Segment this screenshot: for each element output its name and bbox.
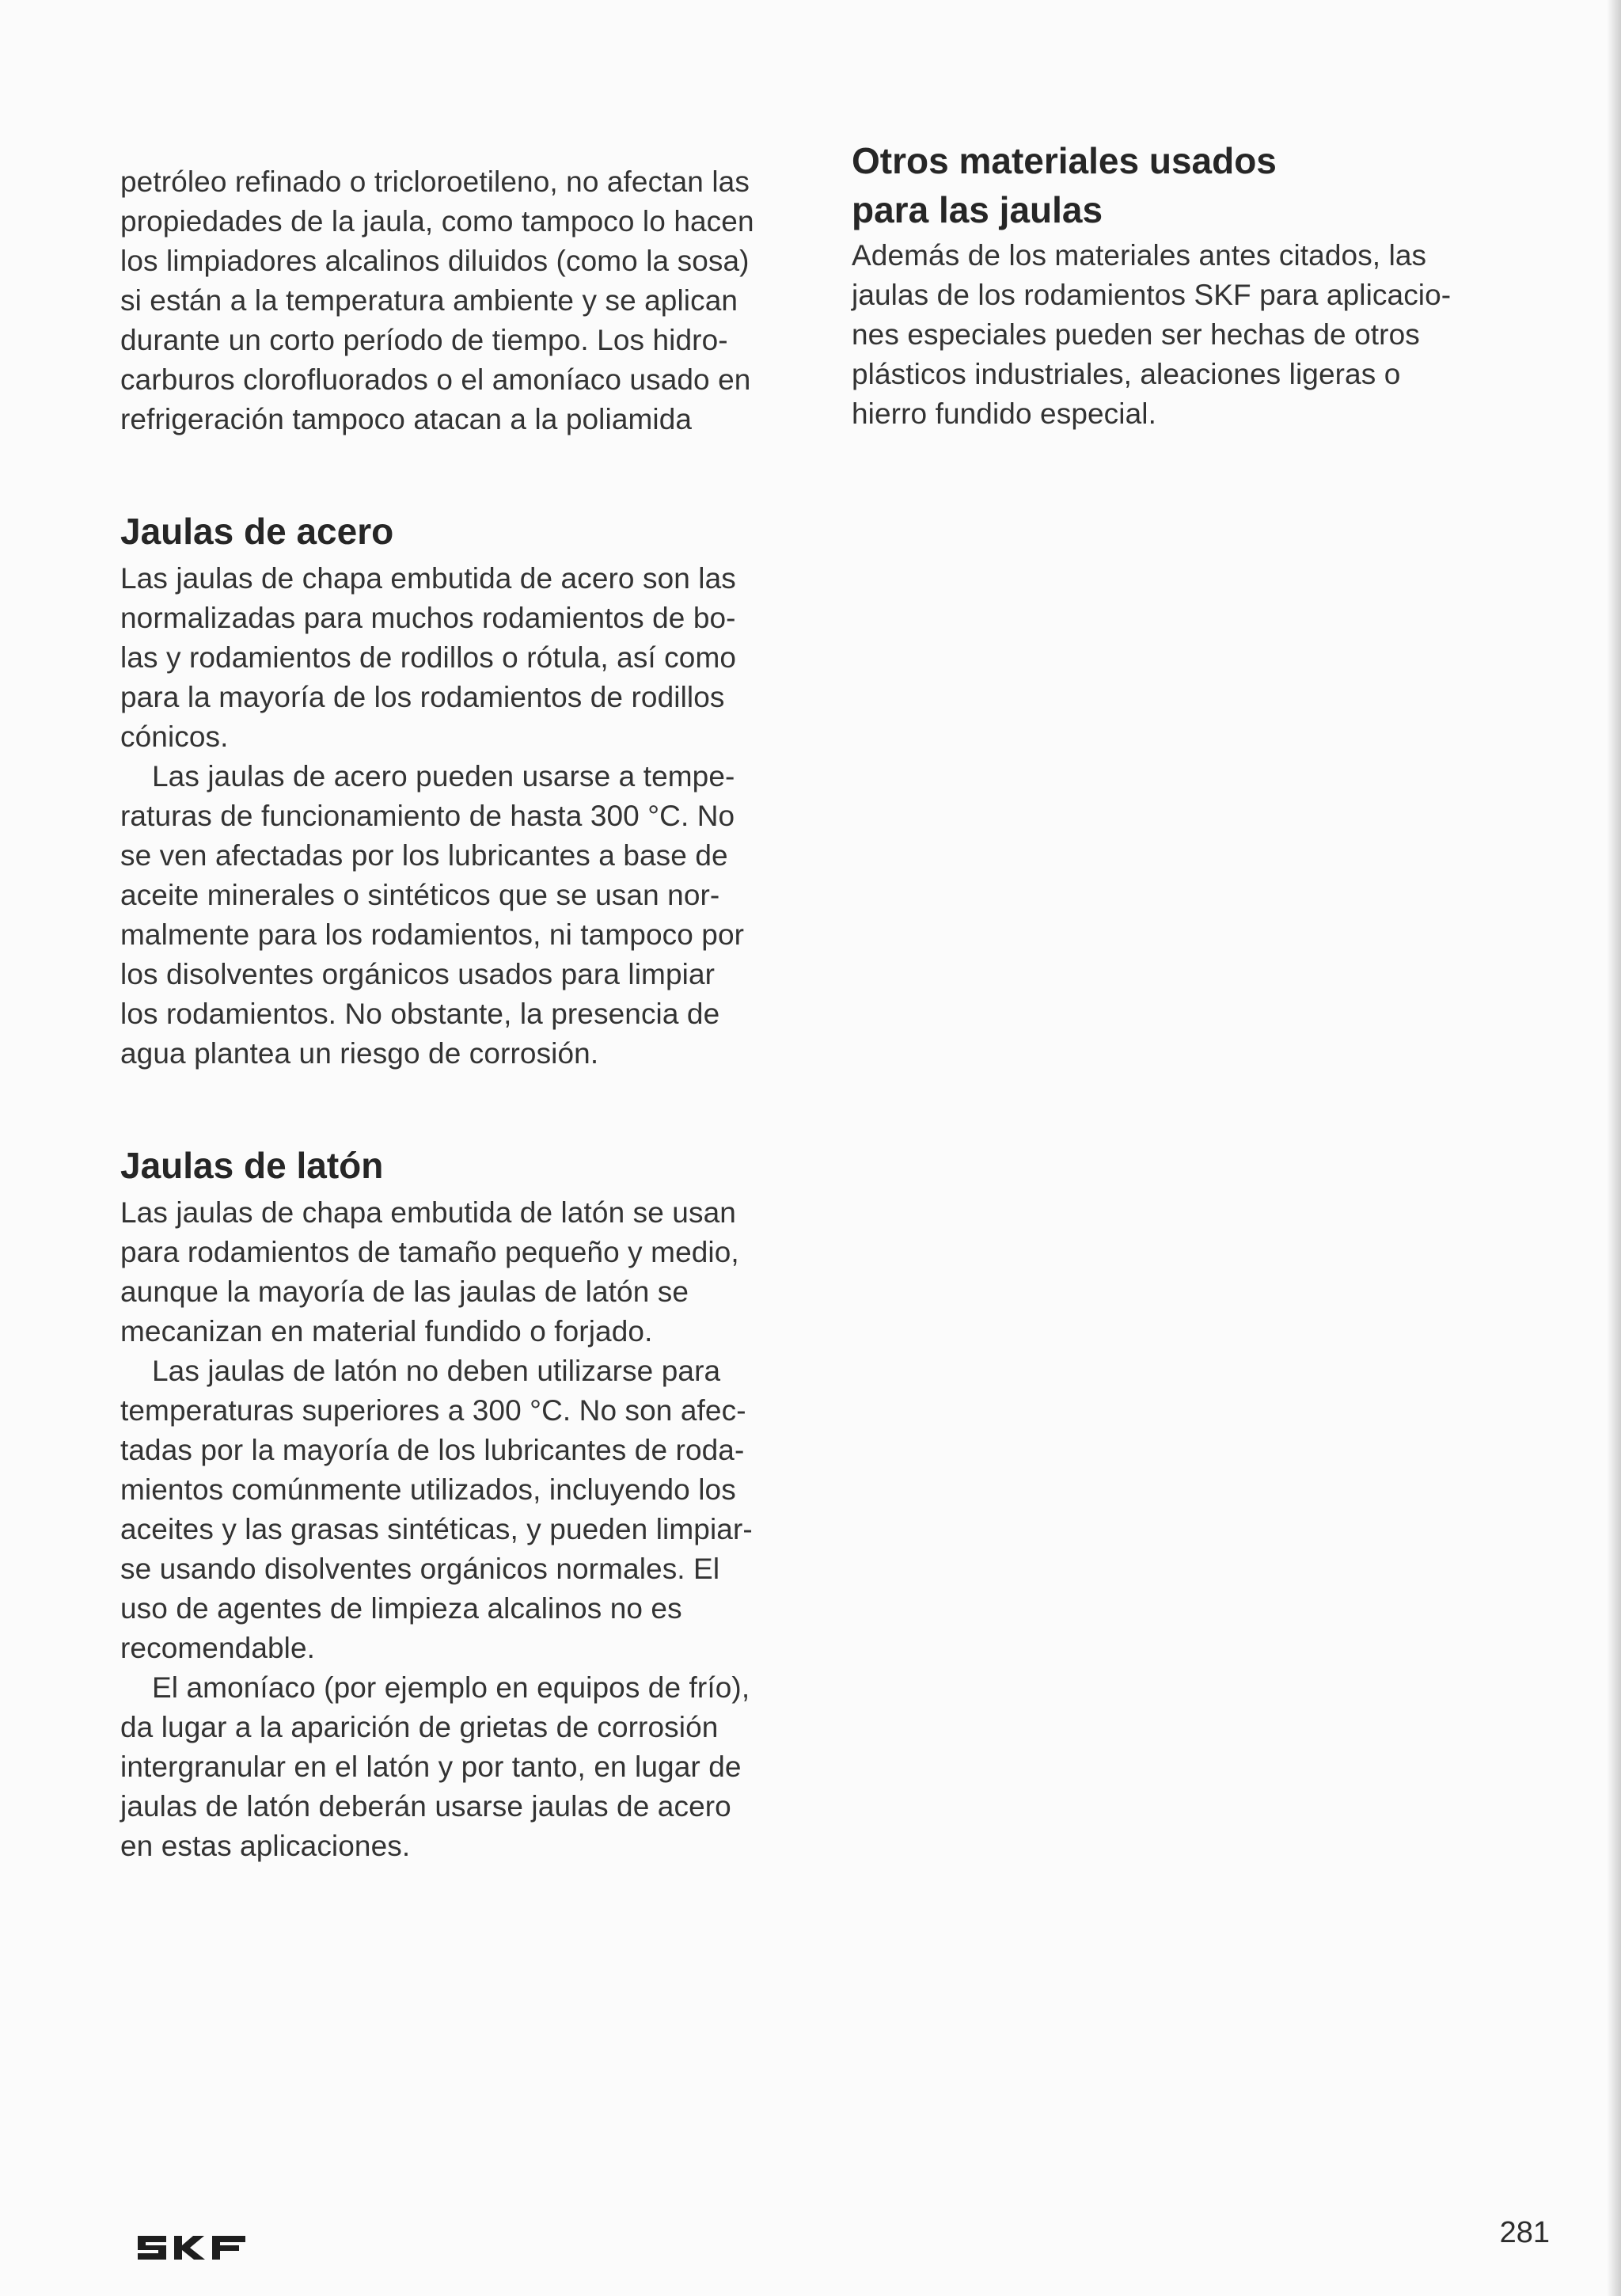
skf-logo <box>135 2231 253 2264</box>
left-column <box>120 162 809 1866</box>
right-column <box>852 136 1517 434</box>
page-edge-shadow <box>1607 0 1621 2296</box>
laton-paragraph-3: El amoníaco (por ejemplo en equipos de frío), da lugar a la aparición de grietas de corrosión intergranular en el latón y por tanto, en lugar de jaulas de latón deberán usarse jaulas de acero en estas aplicaciones. <box>120 1671 750 1862</box>
acero-paragraph-2: Las jaulas de acero pueden usarse a tempe- raturas de funcionamiento de hasta 300 °C. No se ven afectadas por los lubricantes a base de aceite minerales o sintéticos que se usan nor- malmente para los rodamientos, ni tampoco por los disolventes orgánicos usados para limpiar los rodamientos. No obstante, la presencia de agua plantea un riesgo de corrosión. <box>120 760 745 1070</box>
section-heading-otros: Otros materiales usados para las jaulas <box>852 140 1277 230</box>
section-heading-laton: Jaulas de latón <box>120 1145 384 1186</box>
section-heading-acero: Jaulas de acero <box>120 511 394 552</box>
laton-paragraph-1: Las jaulas de chapa embutida de latón se usan para rodamientos de tamaño pequeño y medio, aunque la mayoría de las jaulas de latón se mecanizan en material fundido o forjado. <box>120 1196 739 1348</box>
intro-paragraph: petróleo refinado o tricloroetileno, no afectan las propiedades de la jaula, como tampoco lo hacen los limpiadores alcalinos diluidos (como la sosa) si están a la temperatura ambiente y se aplican durante un corto período de tiempo. Los hidro- carburos clorofluorados o el amoníaco usado en refrigeración tampoco atacan a la poliamida <box>120 165 754 435</box>
acero-paragraph-1: Las jaulas de chapa embutida de acero son las normalizadas para muchos rodamientos de bo- las y rodamientos de rodillos o rótula, así como para la mayoría de los rodamientos de rodillos cónicos. <box>120 562 737 753</box>
laton-paragraph-2: Las jaulas de latón no deben utilizarse para temperaturas superiores a 300 °C. No son afec- tadas por la mayoría de los lubricantes de roda- mientos comúnmente utilizados, incluyendo los aceites y las grasas sintéticas, y pueden limpiar- se usando disolventes orgánicos normales. El uso de agentes de limpieza alcalinos no es recomendable. <box>120 1355 753 1664</box>
page-number: 281 <box>1499 2216 1550 2249</box>
otros-paragraph-1: Además de los materiales antes citados, las jaulas de los rodamientos SKF para aplicacio- nes especiales pueden ser hechas de otros plásticos industriales, aleaciones ligeras o hierro fundido especial. <box>852 239 1452 430</box>
